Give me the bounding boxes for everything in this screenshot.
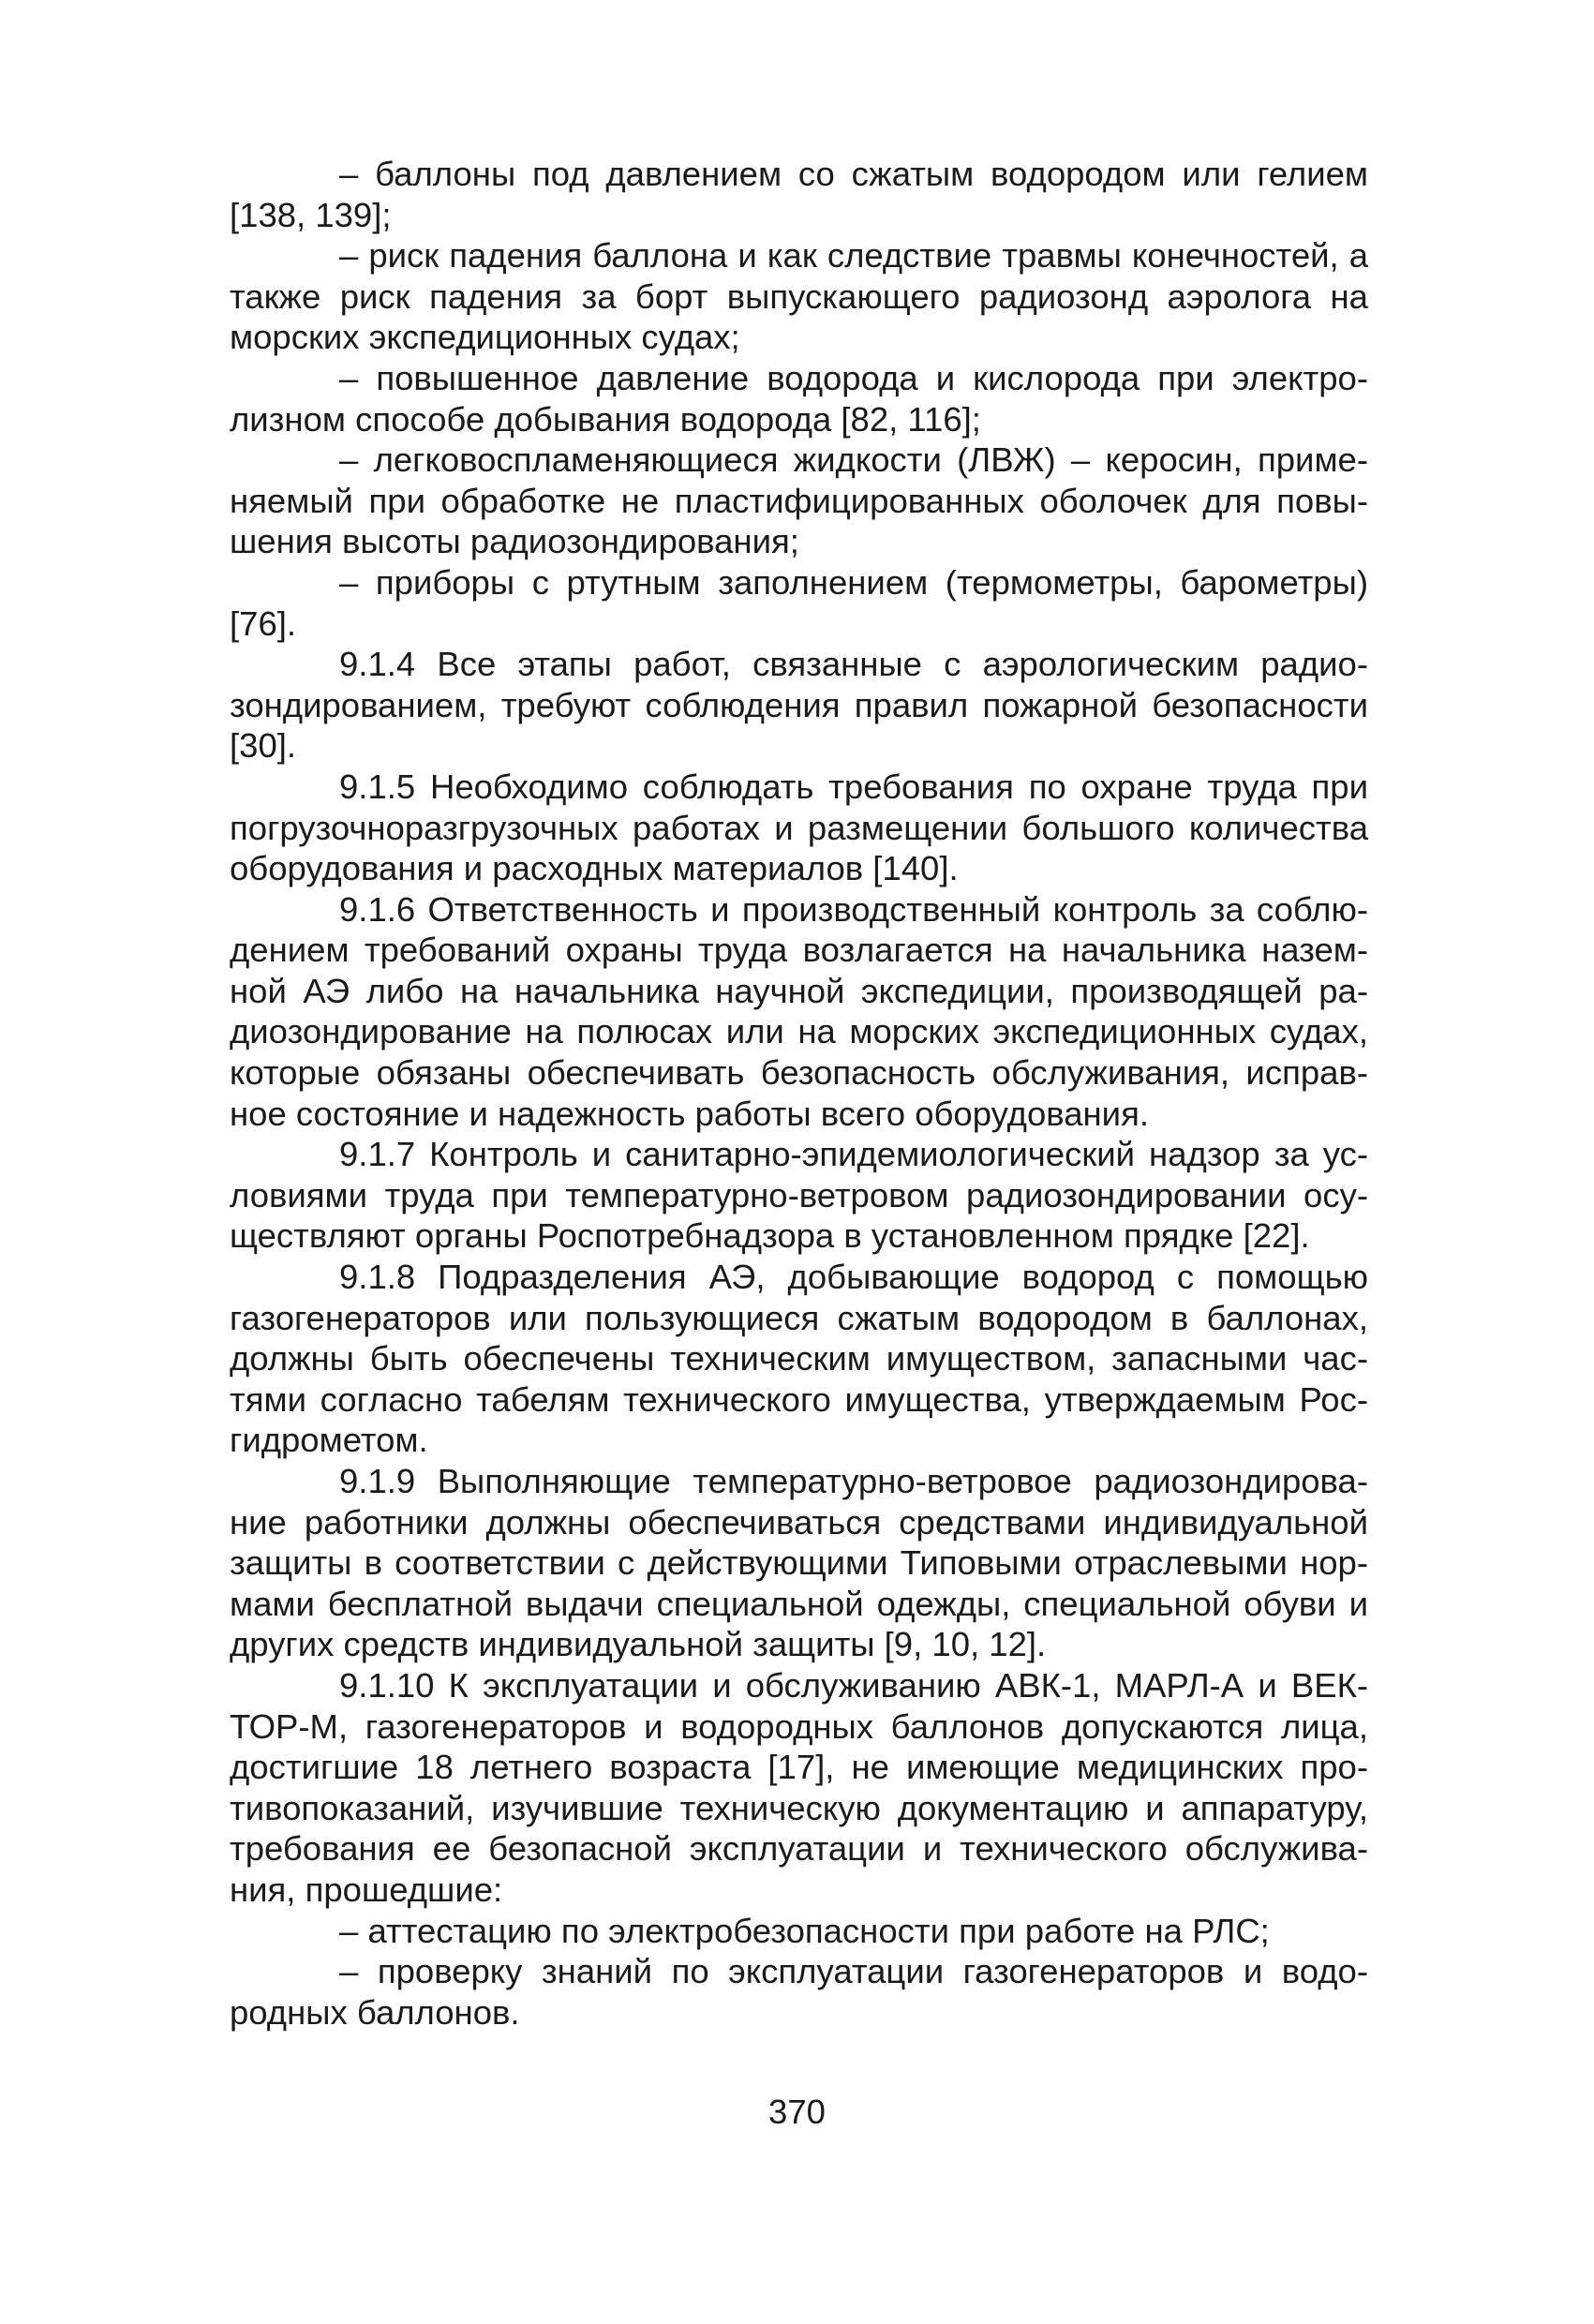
paragraph-pressure: – повышенное давление водорода и кислорода при электролизном способе добывания водорода [82, 116]; — [230, 358, 1368, 439]
paragraph-9-1-9: 9.1.9 Выполняющие температурно-ветровое радиозондирование работники должны обеспечиваться средствами индивидуальной защиты в соответствии с действующими Типовыми отраслевыми нормами бесплатной выдачи специальной одежды, специальной обуви и других средств индивидуальной защиты [9, 10, 12]. — [230, 1462, 1368, 1664]
paragraph-9-1-4: 9.1.4 Все этапы работ, связанные с аэрологическим радиозондированием, требуют соблюдения правил пожарной безопасности [30]. — [230, 645, 1368, 766]
body-text — [230, 154, 1368, 2033]
paragraph-9-1-10: 9.1.10 К эксплуатации и обслуживанию АВК-1, МАРЛ-А и ВЕКТОР-М, газогенераторов и водородных баллонов допускаются лица, достигшие 18 летнего возраста [17], не имеющие медицинских противопоказаний, изучившие техническую документацию и аппаратуру, требования ее безопасной эксплуатации и технического обслуживания, прошедшие: — [230, 1665, 1368, 1909]
paragraph-flammable-liquids: – легковоспламеняющиеся жидкости (ЛВЖ) – керосин, применяемый при обработке не пластифицированных оболочек для повышения высоты радиозондирования; — [230, 440, 1368, 561]
paragraph-knowledge-check: – проверку знаний по эксплуатации газогенераторов и водородных баллонов. — [230, 1952, 1368, 2032]
paragraph-mercury-devices: – приборы с ртутным заполнением (термометры, барометры) [76]. — [230, 562, 1368, 643]
page-number: 370 — [768, 2093, 826, 2131]
paragraph-9-1-8: 9.1.8 Подразделения АЭ, добывающие водород с помощью газогенераторов или пользующиеся сжатым водородом в баллонах, должны быть обеспечены техническим имуществом, запасными частями согласно табелям технического имущества, утверждаемым Росгидрометом. — [230, 1258, 1368, 1460]
paragraph-9-1-5: 9.1.5 Необходимо соблюдать требования по охране труда при погрузочноразгрузочных работах и размещении большого количества оборудования и расходных материалов [140]. — [230, 767, 1368, 888]
paragraph-attestation: – аттестацию по электробезопасности при работе на РЛС; — [339, 1911, 1270, 1950]
paragraph-9-1-7: 9.1.7 Контроль и санитарно-эпидемиологический надзор за условиями труда при температурно-ветровом радиозондировании осуществляют органы Роспотребнадзора в установленном прядке [22]. — [230, 1135, 1368, 1256]
paragraph-cylinders: – баллоны под давлением со сжатым водородом или гелием [138, 139]; — [230, 155, 1368, 234]
paragraph-fall-risk: – риск падения баллона и как следствие травмы конечностей, а также риск падения за борт выпускающего радиозонд аэролога на морских экспедиционных судах; — [230, 236, 1368, 357]
paragraph-9-1-6: 9.1.6 Ответственность и производственный контроль за соблюдением требований охраны труда возлагается на начальника наземной АЭ либо на начальника научной экспедиции, производящей радиозондирование на полюсах или на морских экспедиционных судах, которые обязаны обеспечивать безопасность обслуживания, исправное состояние и надежность работы всего оборудования. — [230, 889, 1368, 1133]
